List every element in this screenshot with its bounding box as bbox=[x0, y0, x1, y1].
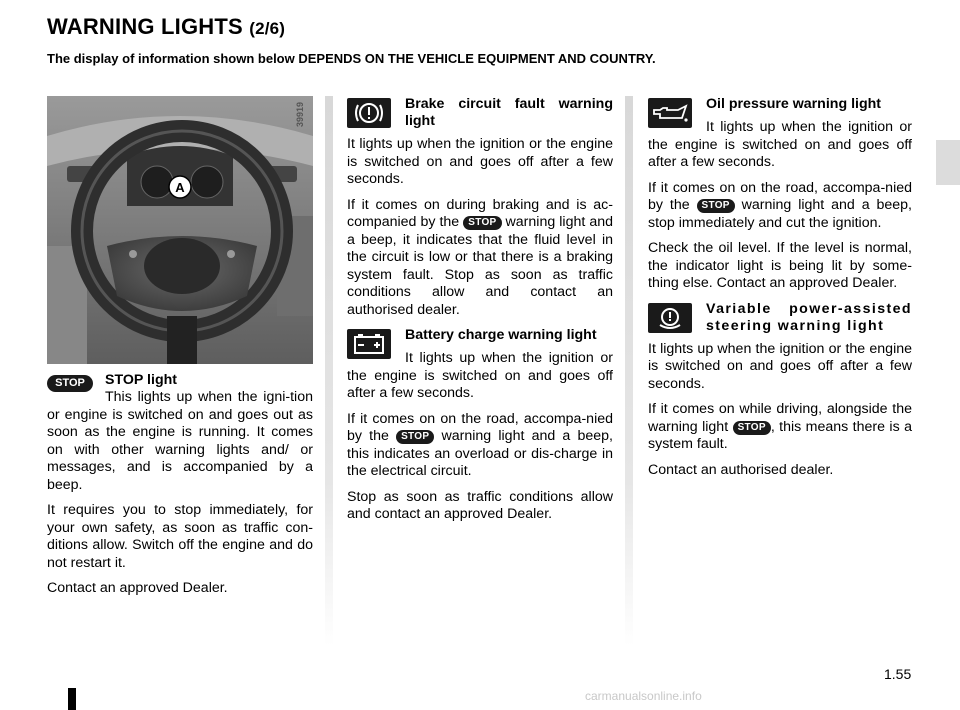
brake-light-text: It lights up when the ignition or the engine is switched on and goes off after a few seconds. bbox=[347, 136, 613, 187]
callout-a-label: A bbox=[175, 180, 185, 195]
battery-light-text: It lights up when the ignition or the engine is switched on and goes off after a few seconds. bbox=[347, 350, 613, 401]
column-1 bbox=[47, 96, 313, 606]
oil-light-text: It lights up when the ignition or the engine is switched on and goes off after a few seconds. bbox=[648, 119, 912, 170]
oil-can-icon bbox=[648, 98, 692, 128]
oil-light-title: Oil pressure warning light bbox=[706, 96, 882, 112]
brake-light-entry bbox=[347, 96, 613, 319]
steering-light-title: Variable power-assisted steering warning light bbox=[706, 300, 912, 334]
steering-light-text: If it comes on while driving, alongside the warning light STOP , this means there is a system fault. bbox=[648, 401, 912, 452]
section-tab bbox=[936, 140, 960, 185]
power-steering-icon bbox=[648, 303, 692, 333]
brake-light-title: Brake circuit fault warning light bbox=[405, 96, 613, 129]
stop-light-title: STOP light bbox=[105, 372, 177, 388]
stop-light-entry bbox=[47, 372, 313, 598]
stop-icon: STOP bbox=[463, 216, 501, 230]
column-divider bbox=[625, 96, 633, 646]
battery-light-title: Battery charge warning light bbox=[405, 327, 597, 343]
column-3 bbox=[648, 96, 912, 487]
dashboard-photo bbox=[47, 96, 313, 364]
battery-light-entry bbox=[347, 327, 613, 524]
margin-mark bbox=[68, 688, 76, 710]
oil-light-text: Check the oil level. If the level is normal, the indicator light is being lit by some-thing else. Contact an approved Dealer. bbox=[648, 240, 912, 291]
oil-light-text: If it comes on on the road, accompa-nied by the STOP warning light and a beep, stop immediately and cut the ignition. bbox=[648, 179, 912, 231]
page-subtitle: The display of information shown below DEPENDS ON THE VEHICLE EQUIPMENT AND COUNTRY. bbox=[47, 51, 656, 66]
stop-light-text: Contact an approved Dealer. bbox=[47, 580, 228, 596]
steering-light-entry bbox=[648, 301, 912, 480]
battery-light-text: If it comes on on the road, accompa-nied by the STOP warning light and a beep, this indicates an overload or dis-charge in the electrical circuit. bbox=[347, 410, 613, 479]
stop-icon: STOP bbox=[396, 430, 434, 444]
oil-light-entry bbox=[648, 96, 912, 293]
brake-light-text: If it comes on during braking and is ac-companied by the STOP warning light and a beep, it indicates that the fluid level in the circuit is low or that there is a braking system fault. Stop as soon as traffic conditions allow and contact an authorised dealer. bbox=[347, 196, 614, 318]
page-title: WARNING LIGHTS (2/6) bbox=[47, 14, 286, 39]
stop-light-icon: STOP bbox=[47, 375, 93, 392]
stop-icon: STOP bbox=[697, 199, 735, 213]
brake-circuit-icon bbox=[347, 98, 391, 128]
steering-light-text: Contact an authorised dealer. bbox=[648, 461, 834, 478]
stop-light-text: This lights up when the igni-tion or engine is switched on and goes out as soon as the engine is running. It comes on with other warning lights and/ or messages, and is accompanied by a beep. bbox=[47, 389, 313, 493]
column-2 bbox=[347, 96, 613, 532]
page-number: 1.55 bbox=[884, 666, 912, 682]
column-divider bbox=[325, 96, 333, 646]
stop-icon: STOP bbox=[733, 421, 771, 435]
watermark: carmanualsonline.info bbox=[585, 689, 702, 703]
stop-light-text: It requires you to stop immediately, for your own safety, as soon as traffic con-ditions allow. Switch off the engine and do not restart it. bbox=[47, 502, 313, 571]
battery-icon bbox=[347, 329, 391, 359]
battery-light-text: Stop as soon as traffic conditions allow and contact an approved Dealer. bbox=[347, 488, 613, 522]
steering-light-text: It lights up when the ignition or the engine is switched on and goes off after a few seconds. bbox=[648, 340, 912, 392]
dashboard-illustration bbox=[47, 96, 313, 364]
figure-reference: 39919 bbox=[294, 102, 305, 128]
